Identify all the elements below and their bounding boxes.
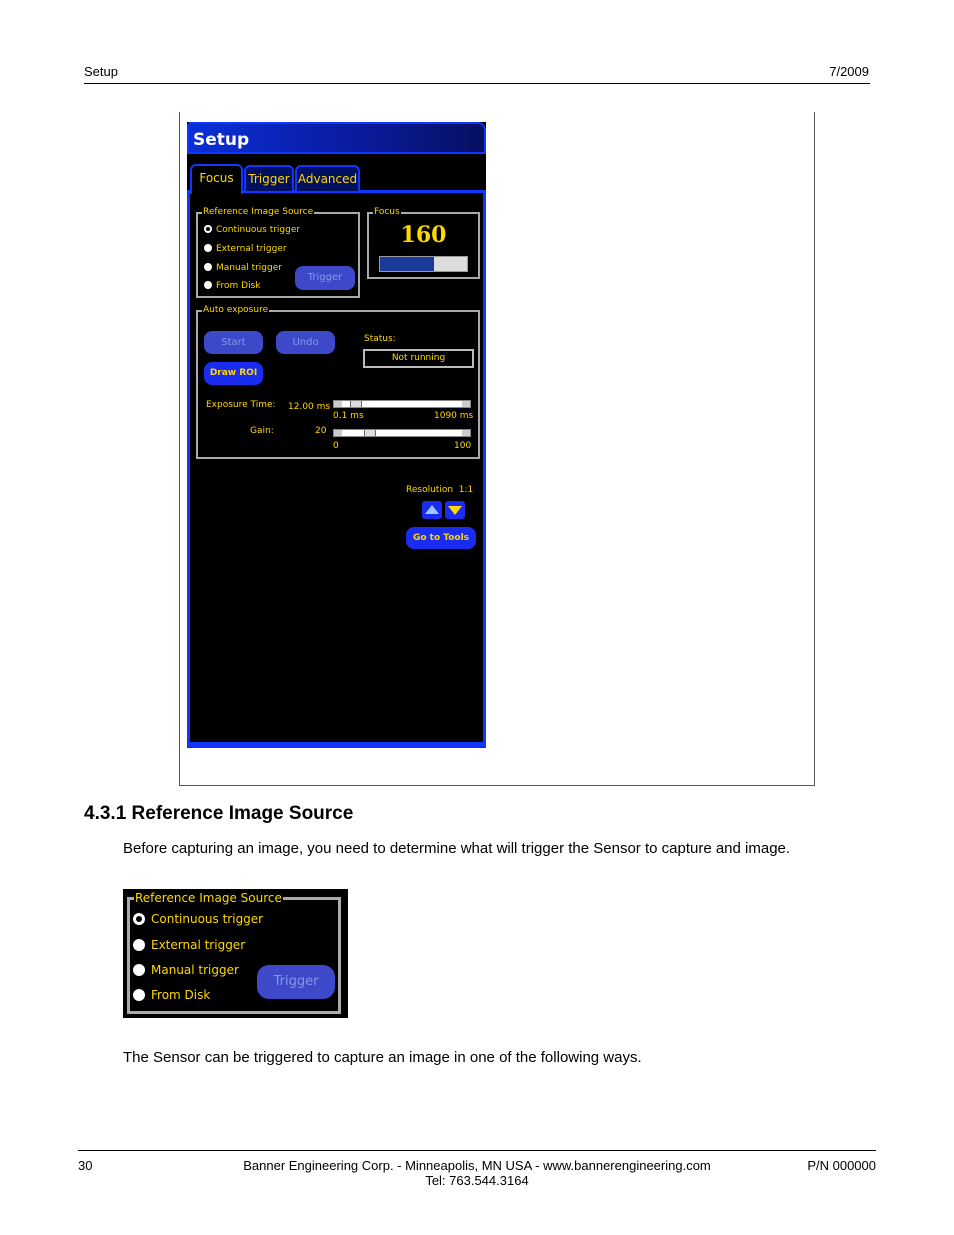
footer-page-number: 30 xyxy=(78,1158,93,1173)
trigger-button[interactable]: Trigger xyxy=(295,266,355,290)
section-heading: 4.3.1 Reference Image Source xyxy=(84,803,354,824)
gain-slider[interactable] xyxy=(333,429,471,437)
footer-company: Banner Engineering Corp. - Minneapolis, MN USA - www.bannerengineering.com xyxy=(243,1158,711,1173)
auto-exposure-label: Auto exposure xyxy=(203,305,269,315)
device-setup-screen xyxy=(187,122,486,748)
radio-icon xyxy=(204,244,212,252)
radio-from-disk[interactable]: From Disk xyxy=(204,280,261,292)
radio-selected-icon xyxy=(204,225,212,233)
focus-value: 160 xyxy=(400,222,447,248)
footer-tel: Tel: 763.544.3164 xyxy=(425,1173,529,1188)
closeup-group-label: Reference Image Source xyxy=(135,891,282,905)
focus-group xyxy=(367,207,480,279)
exposure-slider-thumb[interactable] xyxy=(350,401,362,407)
exposure-max: 1090 ms xyxy=(434,411,474,421)
closeup-radio-manual[interactable]: Manual trigger xyxy=(133,962,239,978)
resolution-down-button[interactable] xyxy=(445,501,465,519)
auto-exposure-group xyxy=(196,305,480,459)
focus-meter xyxy=(379,256,468,272)
undo-button[interactable]: Undo xyxy=(276,331,335,354)
radio-continuous[interactable]: Continuous trigger xyxy=(204,224,300,236)
gain-max: 100 xyxy=(454,441,472,451)
radio-icon xyxy=(133,989,145,1001)
gain-label: Gain: xyxy=(250,426,274,436)
radio-icon xyxy=(204,281,212,289)
gain-value: 20 xyxy=(315,426,327,436)
ref-source-group xyxy=(196,207,360,298)
closeup-radio-continuous[interactable]: Continuous trigger xyxy=(133,911,263,927)
status-label: Status: xyxy=(364,334,396,344)
device-bottom-border xyxy=(187,742,486,748)
radio-icon xyxy=(133,964,145,976)
go-to-tools-button[interactable]: Go to Tools xyxy=(406,527,476,549)
header-section: Setup xyxy=(84,64,118,79)
closeup-radio-from-disk[interactable]: From Disk xyxy=(133,987,210,1003)
radio-manual[interactable]: Manual trigger xyxy=(204,262,282,274)
start-button[interactable]: Start xyxy=(204,331,263,354)
paragraph-2: The Sensor can be triggered to capture an image in one of the following ways. xyxy=(123,1049,642,1066)
slider-left-arrow[interactable] xyxy=(334,401,342,407)
gain-slider-thumb[interactable] xyxy=(364,430,376,436)
tab-advanced[interactable]: Advanced xyxy=(295,165,360,191)
status-value: Not running xyxy=(363,349,474,368)
ref-source-closeup xyxy=(123,889,348,1018)
exposure-min: 0.1 ms xyxy=(333,411,364,421)
footer-part-number: P/N 000000 xyxy=(807,1158,876,1173)
closeup-radio-external[interactable]: External trigger xyxy=(133,937,245,953)
device-left-border xyxy=(187,192,190,748)
focus-meter-fill xyxy=(380,257,434,271)
slider-right-arrow[interactable] xyxy=(462,430,470,436)
tab-focus[interactable]: Focus xyxy=(190,164,243,194)
exposure-label: Exposure Time: xyxy=(206,400,276,410)
radio-external[interactable]: External trigger xyxy=(204,243,287,255)
radio-selected-icon xyxy=(133,913,145,925)
header-date: 7/2009 xyxy=(829,64,869,79)
resolution-up-button[interactable] xyxy=(422,501,442,519)
tab-trigger[interactable]: Trigger xyxy=(244,165,294,191)
closeup-group xyxy=(127,891,341,1014)
paragraph-1: Before capturing an image, you need to determine what will trigger the Sensor to capture and image. xyxy=(123,840,791,857)
ref-source-label: Reference Image Source xyxy=(203,207,314,217)
exposure-slider[interactable] xyxy=(333,400,471,408)
device-title-bar xyxy=(187,122,486,154)
gain-min: 0 xyxy=(333,441,339,451)
slider-right-arrow[interactable] xyxy=(462,401,470,407)
device-title: Setup xyxy=(193,130,250,150)
exposure-value: 12.00 ms xyxy=(288,402,331,412)
slider-left-arrow[interactable] xyxy=(334,430,342,436)
draw-roi-button[interactable]: Draw ROI xyxy=(204,362,263,385)
focus-label: Focus xyxy=(374,207,400,217)
resolution-label: Resolution 1:1 xyxy=(406,485,474,495)
arrow-down-icon xyxy=(448,506,462,515)
radio-icon xyxy=(204,263,212,271)
arrow-up-icon xyxy=(425,505,439,514)
header-rule xyxy=(84,83,870,84)
radio-icon xyxy=(133,939,145,951)
device-right-border xyxy=(483,192,486,748)
footer-rule xyxy=(78,1150,876,1151)
closeup-trigger-button[interactable]: Trigger xyxy=(257,965,335,999)
